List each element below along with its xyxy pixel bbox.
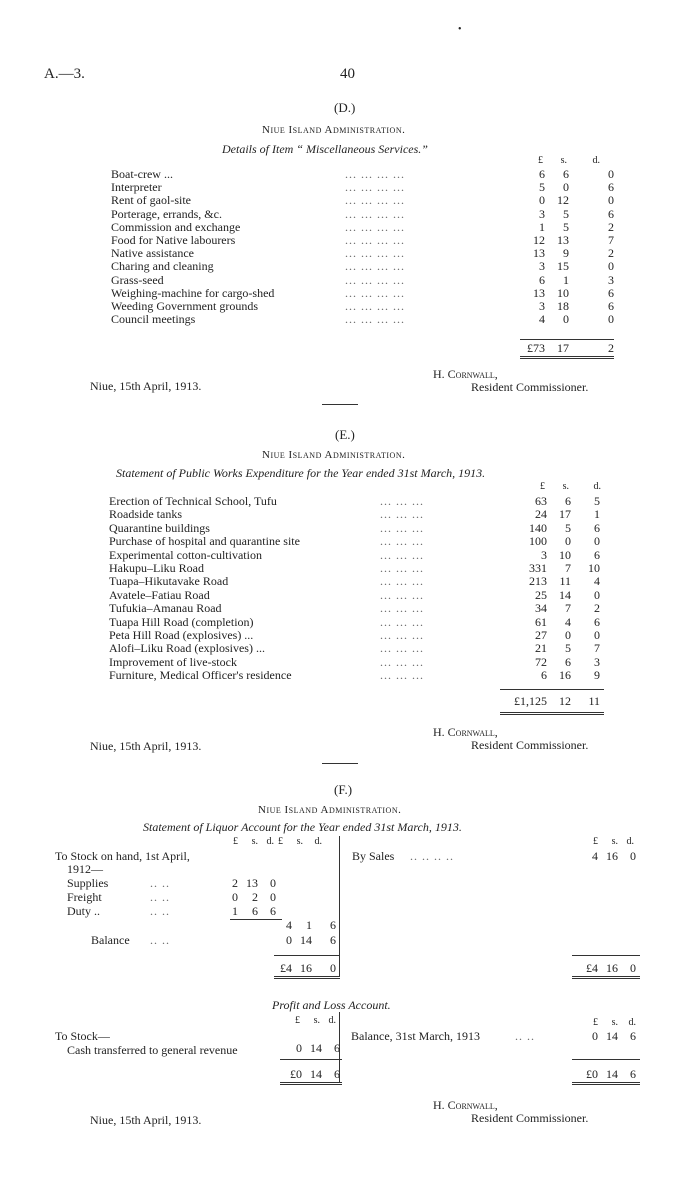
- row-amount-pounds: 13: [533, 246, 545, 261]
- to-stock-label: To Stock on hand, 1st April,: [55, 849, 190, 863]
- row-label: Food for Native labourers: [111, 233, 236, 247]
- row-label: Porterage, errands, &c.: [111, 206, 222, 221]
- row-amount-shillings: 0: [563, 180, 569, 195]
- row-amount-pounds: 100: [529, 534, 547, 549]
- liquor-right-col-pounds-header: £: [593, 836, 598, 847]
- section-e-label: (E.): [335, 427, 355, 442]
- pl-cash-shillings: 14: [310, 1041, 322, 1055]
- sub-item-amount-pence: 0: [270, 890, 276, 904]
- liquor-balance-shillings: 14: [300, 933, 312, 947]
- leader-dots: .. ..: [150, 933, 170, 947]
- row-amount-pence: 6: [594, 614, 600, 629]
- row-amount-pence: 0: [608, 259, 614, 274]
- to-stock-year: 1912—: [67, 862, 103, 876]
- liquor-left-total-pounds: £4: [280, 961, 292, 975]
- section-f-label: (F.): [334, 782, 353, 797]
- leader-dots: ... ... ...: [380, 628, 424, 642]
- row-amount-shillings: 10: [557, 285, 569, 300]
- liquor-right-col-shillings-header: s.: [611, 836, 618, 847]
- leader-dots: .. ..: [150, 904, 170, 918]
- row-amount-pence: 6: [608, 299, 614, 313]
- section-e-admin: Niue Island Administration.: [262, 449, 406, 461]
- section-e-col-pounds-header: £: [540, 481, 545, 492]
- row-amount-pounds: 12: [533, 233, 545, 247]
- row-amount-pounds: 6: [541, 668, 547, 683]
- liquor-left-total-pence: 0: [330, 961, 336, 975]
- row-amount-pence: 4: [594, 574, 600, 589]
- section-f-subtitle: Statement of Liquor Account for the Year ended 31st March, 1913.: [143, 820, 462, 834]
- pl-right-double-rule: [572, 1082, 640, 1085]
- pl-cash-pounds: 0: [296, 1041, 302, 1055]
- section-e-subtitle: Statement of Public Works Expenditure for the Year ended 31st March, 1913.: [116, 466, 486, 480]
- section-e-double-rule: [500, 712, 604, 715]
- total-pence: 11: [588, 694, 600, 708]
- row-label: Alofi–Liku Road (explosives) ...: [109, 641, 265, 656]
- leader-dots: ... ... ... ...: [345, 180, 405, 195]
- pl-right-total-shillings: 14: [606, 1067, 618, 1081]
- pl-left-col-pence-header: d.: [328, 1015, 336, 1026]
- row-amount-shillings: 6: [565, 494, 571, 508]
- row-amount-pounds: 13: [533, 285, 545, 300]
- leader-dots: .. ..: [150, 890, 170, 904]
- liquor-right-total-shillings: 16: [606, 961, 618, 975]
- sub-item-amount-pounds: 2: [232, 876, 238, 890]
- row-amount-pounds: 3: [539, 299, 545, 313]
- section-e-col-pence-header: d.: [593, 481, 601, 492]
- row-amount-pence: 2: [608, 246, 614, 261]
- row-amount-pence: 2: [608, 219, 614, 234]
- sub-item-amount-pence: 0: [270, 876, 276, 890]
- section-d-label: (D.): [334, 100, 356, 115]
- row-amount-pounds: 213: [529, 574, 547, 589]
- row-amount-pounds: 63: [535, 494, 547, 508]
- liquor-outer-col-pounds-header: £: [278, 836, 283, 847]
- section-e-date: Niue, 15th April, 1913.: [90, 739, 202, 753]
- section-d-col-shillings-header: s.: [560, 155, 567, 166]
- row-amount-shillings: 6: [563, 167, 569, 181]
- row-amount-pounds: 3: [541, 547, 547, 562]
- row-amount-pence: 6: [608, 206, 614, 221]
- row-amount-shillings: 0: [565, 534, 571, 549]
- liquor-balance-pence: 6: [330, 933, 336, 947]
- row-amount-shillings: 10: [559, 547, 571, 562]
- row-amount-pounds: 21: [535, 641, 547, 656]
- pl-right-col-pounds-header: £: [593, 1017, 598, 1028]
- leader-dots: ... ... ... ...: [345, 206, 405, 221]
- sub-item-amount-pounds: 0: [232, 890, 238, 904]
- row-label: Weighing-machine for cargo-shed: [111, 285, 275, 300]
- liquor-right-total-pounds: £4: [586, 961, 598, 975]
- sub-item-amount-shillings: 2: [252, 890, 258, 904]
- liquor-right-total-pence: 0: [630, 961, 636, 975]
- leader-dots: ... ... ... ...: [345, 167, 405, 181]
- row-amount-pence: 7: [594, 641, 600, 656]
- row-amount-pounds: 25: [535, 587, 547, 602]
- pl-left-total-pounds: £0: [290, 1067, 302, 1081]
- row-label: Peta Hill Road (explosives) ...: [109, 628, 254, 642]
- row-amount-pounds: 4: [539, 312, 545, 327]
- row-label: Weeding Government grounds: [111, 299, 258, 313]
- row-amount-pence: 0: [608, 193, 614, 208]
- row-amount-pounds: 3: [539, 259, 545, 274]
- row-label: Rent of gaol-site: [111, 193, 191, 208]
- section-f-signer: H. Cornwall,: [433, 1098, 498, 1112]
- row-amount-shillings: 15: [557, 259, 569, 274]
- right-total-rule: [572, 955, 640, 956]
- leader-dots: .. .. .. ..: [410, 849, 454, 863]
- pl-cash-pence: 6: [334, 1041, 340, 1055]
- row-label: Grass-seed: [111, 272, 164, 287]
- row-amount-pounds: 1: [539, 219, 545, 234]
- row-amount-shillings: 13: [557, 233, 569, 247]
- row-amount-pence: 7: [608, 233, 614, 247]
- row-amount-shillings: 7: [565, 601, 571, 616]
- row-amount-pounds: 34: [535, 601, 547, 616]
- row-amount-shillings: 17: [559, 507, 571, 522]
- row-label: Hakupu–Liku Road: [109, 561, 204, 575]
- section-d-signer-title: Resident Commissioner.: [471, 380, 589, 394]
- liquor-subtotal-pence: 6: [330, 918, 336, 932]
- pl-left-total-pence: 6: [334, 1067, 340, 1081]
- row-amount-pence: 0: [594, 534, 600, 549]
- leader-dots: ... ... ...: [380, 641, 424, 656]
- total-shillings: 12: [559, 694, 571, 708]
- section-d-col-pence-header: d.: [592, 155, 600, 166]
- row-amount-pounds: 331: [529, 561, 547, 575]
- leader-dots: ... ... ...: [380, 668, 424, 683]
- row-amount-pounds: 5: [539, 180, 545, 195]
- row-amount-pounds: 27: [535, 628, 547, 642]
- divider: [322, 763, 358, 764]
- divider: [322, 404, 358, 405]
- left-total-rule: [274, 955, 340, 956]
- row-amount-shillings: 14: [559, 587, 571, 602]
- section-d-signer: H. Cornwall,: [433, 367, 498, 381]
- row-amount-shillings: 5: [565, 641, 571, 656]
- section-d-total-rule: [520, 339, 614, 340]
- row-label: Avatele–Fatiau Road: [109, 587, 210, 602]
- pl-left-double-rule: [280, 1082, 342, 1085]
- row-amount-pence: 5: [594, 494, 600, 508]
- section-e-signer-title: Resident Commissioner.: [471, 738, 589, 752]
- pl-right-col-pence-header: d.: [628, 1017, 636, 1028]
- liquor-subtotal-shillings: 1: [306, 918, 312, 932]
- leader-dots: ... ... ...: [380, 614, 424, 629]
- pl-to-stock: To Stock—: [55, 1029, 110, 1043]
- leader-dots: ... ... ... ...: [345, 219, 405, 234]
- leader-dots: ... ... ...: [380, 534, 424, 549]
- row-label: Quarantine buildings: [109, 520, 210, 535]
- leader-dots: ... ... ...: [380, 654, 424, 669]
- row-amount-shillings: 7: [565, 561, 571, 575]
- liquor-outer-col-shillings-header: s.: [296, 836, 303, 847]
- pl-right-total-pence: 6: [630, 1067, 636, 1081]
- row-amount-pence: 6: [594, 520, 600, 535]
- row-amount-pounds: 3: [539, 206, 545, 221]
- liquor-inner-col-pence-header: d.: [266, 836, 274, 847]
- leader-dots: ... ... ...: [380, 601, 424, 616]
- liquor-balance-pounds: 0: [286, 933, 292, 947]
- sub-item-label: Freight: [67, 890, 102, 904]
- pl-right-col-shillings-header: s.: [611, 1017, 618, 1028]
- pl-cash-label: Cash transferred to general revenue: [67, 1043, 238, 1057]
- row-amount-shillings: 0: [565, 628, 571, 642]
- sub-item-amount-pounds: 1: [232, 904, 238, 918]
- row-amount-pence: 1: [594, 507, 600, 522]
- row-label: Boat-crew ...: [111, 167, 173, 181]
- row-label: Improvement of live-stock: [109, 654, 237, 669]
- leader-dots: ... ... ... ...: [345, 299, 405, 313]
- pl-balance-label: Balance, 31st March, 1913: [351, 1029, 480, 1043]
- pl-balance-pounds: 0: [592, 1029, 598, 1043]
- row-amount-pence: 2: [594, 601, 600, 616]
- total-shillings: 17: [557, 341, 569, 355]
- by-sales-amount-shillings: 16: [606, 849, 618, 863]
- leader-dots: ... ... ... ...: [345, 259, 405, 274]
- row-amount-shillings: 12: [557, 193, 569, 208]
- row-amount-shillings: 11: [559, 574, 571, 589]
- row-amount-pence: 6: [608, 180, 614, 195]
- leader-dots: ... ... ... ...: [345, 246, 405, 261]
- row-amount-pounds: 0: [539, 193, 545, 208]
- leader-dots: ... ... ...: [380, 547, 424, 562]
- row-amount-pence: 0: [608, 167, 614, 181]
- row-amount-pence: 6: [608, 285, 614, 300]
- row-label: Experimental cotton-cultivation: [109, 547, 262, 562]
- liquor-subtotal-pounds: 4: [286, 918, 292, 932]
- sub-item-label: Supplies: [67, 876, 109, 890]
- row-amount-pence: 0: [594, 628, 600, 642]
- row-amount-pounds: 6: [539, 272, 545, 287]
- leader-dots: ... ... ... ...: [345, 285, 405, 300]
- section-e-signer: H. Cornwall,: [433, 725, 498, 739]
- row-label: Native assistance: [111, 246, 194, 261]
- section-f-signer-title: Resident Commissioner.: [471, 1111, 589, 1125]
- by-sales-amount-pence: 0: [630, 849, 636, 863]
- total-pounds: £1,125: [514, 694, 547, 708]
- leader-dots: ... ... ... ...: [345, 233, 405, 247]
- section-d-col-pounds-header: £: [538, 155, 543, 166]
- total-pence: 2: [608, 341, 614, 355]
- pl-left-col-shillings-header: s.: [313, 1015, 320, 1026]
- section-d-subtitle: Details of Item “ Miscellaneous Services.”: [222, 142, 428, 156]
- row-label: Commission and exchange: [111, 219, 241, 234]
- row-amount-shillings: 1: [563, 272, 569, 287]
- leader-dots: ... ... ...: [380, 587, 424, 602]
- row-amount-pounds: 140: [529, 520, 547, 535]
- pl-balance-pence: 6: [630, 1029, 636, 1043]
- section-e-total-rule: [500, 689, 604, 690]
- row-amount-shillings: 18: [557, 299, 569, 313]
- liquor-inner-col-pounds-header: £: [233, 836, 238, 847]
- row-amount-shillings: 16: [559, 668, 571, 683]
- pl-balance-shillings: 14: [606, 1029, 618, 1043]
- liquor-inner-col-shillings-header: s.: [251, 836, 258, 847]
- sub-item-amount-shillings: 13: [246, 876, 258, 890]
- liquor-account-divider: [339, 836, 340, 976]
- sub-item-amount-pence: 6: [270, 904, 276, 918]
- row-amount-pence: 6: [594, 547, 600, 562]
- row-label: Tuapa Hill Road (completion): [109, 614, 254, 629]
- row-label: Interpreter: [111, 180, 162, 195]
- leader-dots: ... ... ...: [380, 561, 424, 575]
- row-amount-pounds: 72: [535, 654, 547, 669]
- by-sales-amount-pounds: 4: [592, 849, 598, 863]
- report-reference: A.—3.: [44, 66, 85, 82]
- pl-left-total-shillings: 14: [310, 1067, 322, 1081]
- row-amount-shillings: 9: [563, 246, 569, 261]
- leader-dots: .. ..: [515, 1029, 535, 1043]
- sub-item-label: Duty ..: [67, 904, 100, 918]
- section-d-double-rule: [520, 356, 614, 359]
- row-amount-pounds: 61: [535, 614, 547, 629]
- total-pounds: £73: [527, 341, 545, 355]
- leader-dots: ... ... ...: [380, 507, 424, 522]
- pl-left-col-pounds-header: £: [295, 1015, 300, 1026]
- row-amount-pounds: 24: [535, 507, 547, 522]
- leader-dots: .. ..: [150, 876, 170, 890]
- row-amount-pence: 9: [594, 668, 600, 683]
- row-amount-pence: 3: [594, 654, 600, 669]
- row-label: Tufukia–Amanau Road: [109, 601, 222, 616]
- section-f-date: Niue, 15th April, 1913.: [90, 1113, 202, 1127]
- pl-account-title: Profit and Loss Account.: [272, 998, 391, 1012]
- row-amount-pence: 0: [608, 312, 614, 327]
- row-label: Charing and cleaning: [111, 259, 214, 274]
- leader-dots: ... ... ... ...: [345, 312, 405, 327]
- row-amount-shillings: 5: [563, 219, 569, 234]
- subtotal-rule: [230, 919, 282, 920]
- row-label: Furniture, Medical Officer's residence: [109, 668, 292, 683]
- liquor-outer-col-pence-header: d.: [314, 836, 322, 847]
- leader-dots: ... ... ... ...: [345, 272, 405, 287]
- row-amount-shillings: 5: [563, 206, 569, 221]
- row-amount-shillings: 6: [565, 654, 571, 669]
- leader-dots: ... ... ...: [380, 574, 424, 589]
- row-amount-pounds: 6: [539, 167, 545, 181]
- leader-dots: ... ... ...: [380, 494, 424, 508]
- sub-item-amount-shillings: 6: [252, 904, 258, 918]
- section-f-admin: Niue Island Administration.: [258, 804, 402, 816]
- by-sales-label: By Sales: [352, 849, 395, 863]
- row-label: Tuapa–Hikutavake Road: [109, 574, 229, 589]
- row-amount-shillings: 4: [565, 614, 571, 629]
- row-amount-pence: 3: [608, 272, 614, 287]
- row-amount-shillings: 0: [563, 312, 569, 327]
- row-label: Erection of Technical School, Tufu: [109, 494, 277, 508]
- leader-dots: ... ... ...: [380, 520, 424, 535]
- pl-right-total-pounds: £0: [586, 1067, 598, 1081]
- pl-left-rule: [280, 1059, 342, 1060]
- section-d-admin: Niue Island Administration.: [262, 124, 406, 136]
- leader-dots: ... ... ... ...: [345, 193, 405, 208]
- liquor-right-col-pence-header: d.: [626, 836, 634, 847]
- section-d-date: Niue, 15th April, 1913.: [90, 379, 202, 393]
- print-speck: •: [458, 24, 462, 35]
- row-label: Roadside tanks: [109, 507, 182, 522]
- row-label: Council meetings: [111, 312, 196, 327]
- section-e-col-shillings-header: s.: [562, 481, 569, 492]
- row-amount-pence: 0: [594, 587, 600, 602]
- balance-label: Balance: [91, 933, 130, 947]
- liquor-left-total-shillings: 16: [300, 961, 312, 975]
- row-amount-shillings: 5: [565, 520, 571, 535]
- right-total-double-rule: [572, 976, 640, 979]
- left-total-double-rule: [274, 976, 340, 979]
- row-label: Purchase of hospital and quarantine site: [109, 534, 300, 549]
- row-amount-pence: 10: [588, 561, 600, 575]
- pl-right-rule: [572, 1059, 640, 1060]
- page-number: 40: [340, 66, 355, 82]
